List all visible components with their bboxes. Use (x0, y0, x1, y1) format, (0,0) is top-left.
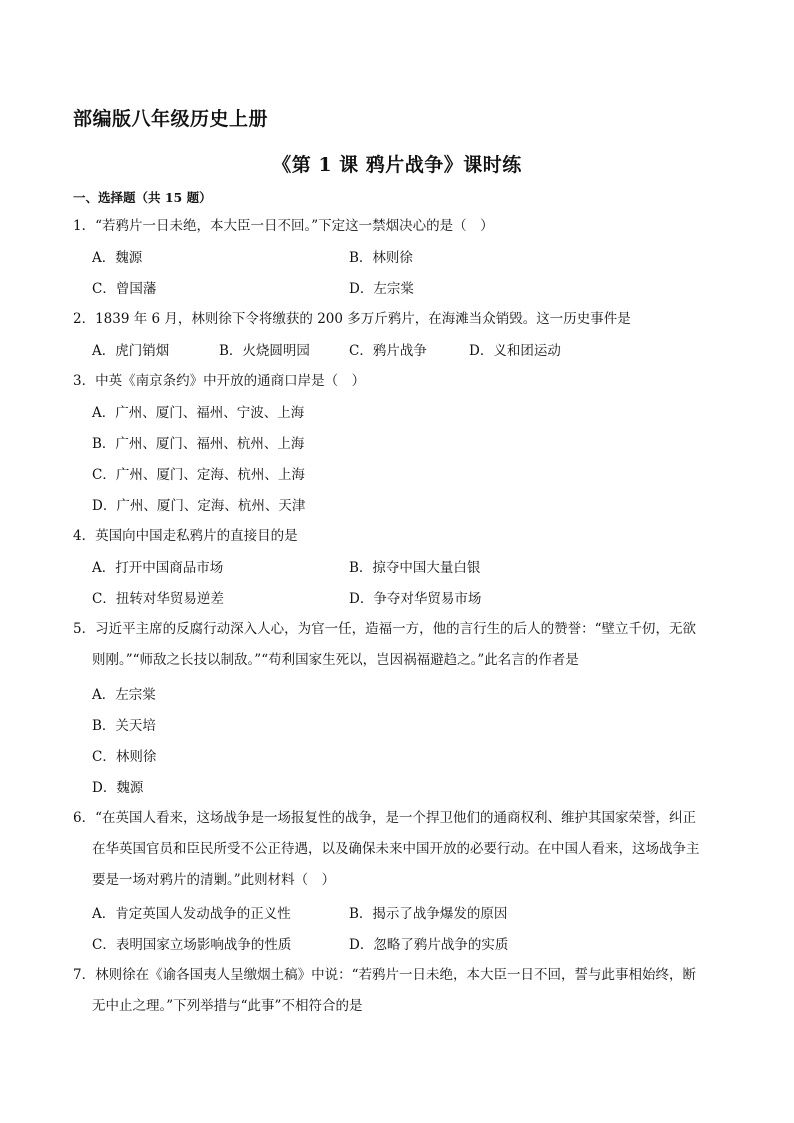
option-b: B．火烧圆明园 (219, 343, 310, 359)
document-title: 《第 1 课 鸦片战争》课时练 (272, 154, 522, 176)
option-a: A．魏源 (92, 250, 143, 266)
option-b: B．林则徐 (349, 250, 413, 266)
option-c: C．广州、厦门、定海、杭州、上海 (92, 467, 305, 483)
question-number: 6． (73, 810, 96, 826)
document-header: 部编版八年级历史上册 (73, 108, 269, 130)
option-c: C．扭转对华贸易逆差 (92, 591, 224, 607)
question-stem-continued: 无中止之理。”下列举措与“此事”不相符合的是 (92, 998, 363, 1014)
question-stem: “在英国人看来，这场战争是一场报复性的战争，是一个捍卫他们的通商权利、维护其国家荣誉，纠正 (95, 810, 696, 826)
option-a: A．广州、厦门、福州、宁波、上海 (92, 405, 305, 421)
question-2 (73, 304, 631, 335)
question-1 (73, 211, 494, 242)
option-c: C．表明国家立场影响战争的性质 (92, 937, 292, 953)
option-c: C．林则徐 (92, 749, 157, 765)
question-stem-continued: 在华英国官员和臣民所受不公正待遇，以及确保未来中国开放的必要行动。在中国人看来，这场战争主 (92, 841, 700, 857)
question-6 (73, 803, 696, 834)
question-number: 4． (73, 528, 96, 544)
option-d: D．左宗棠 (349, 281, 414, 297)
option-c: C．曾国藩 (92, 281, 157, 297)
question-stem: 习近平主席的反腐行动深入人心，为官一任，造福一方，他的言行生的后人的赞誉：“壁立千仞，无欲 (95, 621, 696, 637)
question-number: 5． (73, 621, 96, 637)
section-heading: 一、选择题（共 15 题） (73, 190, 212, 205)
option-c: C．鸦片战争 (349, 343, 427, 359)
option-a: A．肯定英国人发动战争的正义性 (92, 906, 291, 922)
option-d: D．魏源 (92, 780, 144, 796)
question-5 (73, 614, 696, 645)
question-stem-continued: 则刚。”“师敌之长技以制敌。”“苟利国家生死以，岂因祸福避趋之。”此名言的作者是 (92, 652, 579, 668)
question-stem: 英国向中国走私鸦片的直接目的是 (95, 528, 298, 544)
option-d: D．忽略了鸦片战争的实质 (349, 937, 509, 953)
question-stem: “若鸦片一日未绝，本大臣一日不回。”下定这一禁烟决心的是（ ） (95, 218, 494, 234)
question-stem: 中英《南京条约》中开放的通商口岸是（ ） (95, 373, 366, 389)
option-b: B．揭示了战争爆发的原因 (349, 906, 508, 922)
question-4 (73, 521, 298, 552)
option-a: A．虎门销烟 (92, 343, 170, 359)
option-d: D．争夺对华贸易市场 (349, 591, 482, 607)
option-b: B．掠夺中国大量白银 (349, 560, 481, 576)
question-number: 2． (73, 311, 96, 327)
option-a: A．打开中国商品市场 (92, 560, 224, 576)
question-number: 3． (73, 373, 96, 389)
question-3 (73, 366, 365, 397)
question-stem: 林则徐在《谕各国夷人呈缴烟土稿》中说：“若鸦片一日未绝，本大臣一日不回，誓与此事相始终，断 (95, 967, 696, 983)
question-7 (73, 960, 696, 991)
option-d: D．广州、厦门、定海、杭州、天津 (92, 498, 306, 514)
option-d: D．义和团运动 (469, 343, 561, 359)
question-stem-continued: 要是一场对鸦片的清剿。”此则材料（ ） (92, 872, 336, 888)
option-a: A．左宗棠 (92, 687, 156, 703)
option-b: B．广州、厦门、福州、杭州、上海 (92, 436, 305, 452)
question-number: 7． (73, 967, 96, 983)
question-stem: 1839 年 6 月，林则徐下令将缴获的 200 多万斤鸦片，在海滩当众销毁。这一历史事件是 (95, 311, 631, 327)
question-number: 1． (73, 218, 96, 234)
option-b: B．关天培 (92, 718, 156, 734)
